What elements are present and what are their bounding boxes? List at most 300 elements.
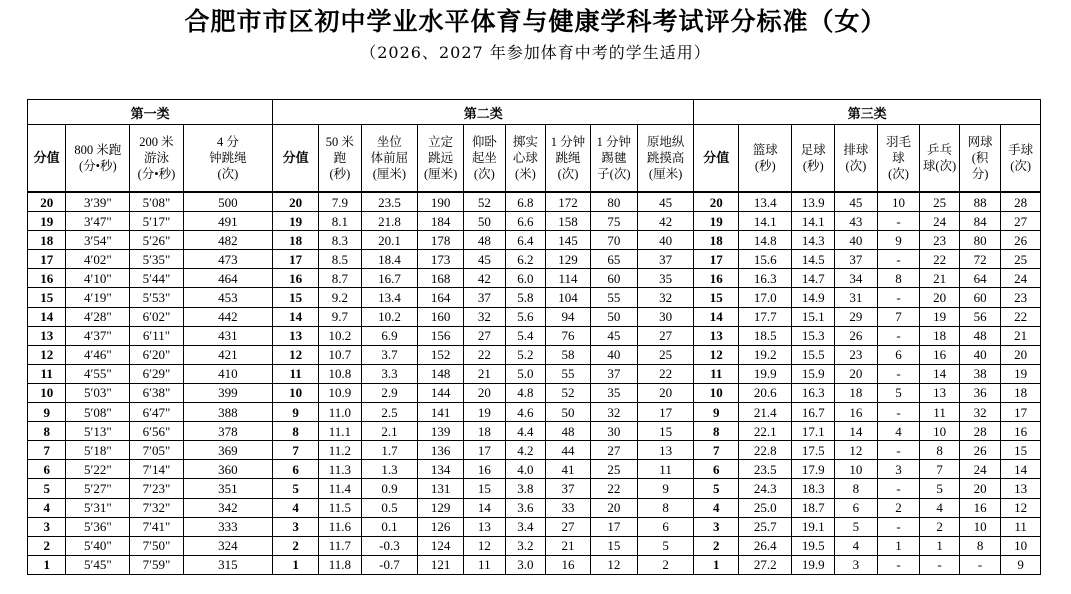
column-header: 羽毛 球 (次) — [877, 125, 920, 193]
score-cell: 5 — [28, 479, 66, 498]
table-cell: 15 — [464, 479, 506, 498]
table-cell: 25.7 — [739, 517, 792, 536]
table-cell: 16 — [464, 460, 506, 479]
table-cell: 1.3 — [361, 460, 418, 479]
score-cell: 3 — [28, 517, 66, 536]
table-row — [28, 460, 1041, 479]
column-header: 仰卧 起坐 (次) — [464, 125, 506, 193]
table-cell: 5.6 — [505, 307, 546, 326]
table-cell: 14 — [920, 364, 959, 383]
column-header: 1 分钟 踢毽 子(次) — [590, 125, 637, 193]
score-cell: 14 — [28, 307, 66, 326]
table-cell: 473 — [183, 250, 273, 269]
table-cell: 20 — [1001, 345, 1041, 364]
table-cell: 20.6 — [739, 383, 792, 402]
table-cell: 23 — [920, 231, 959, 250]
table-cell: 10 — [877, 192, 920, 212]
score-cell: 1 — [28, 555, 66, 574]
score-cell: 16 — [273, 269, 319, 288]
table-cell: 17 — [464, 441, 506, 460]
table-cell: 18 — [835, 383, 878, 402]
table-cell: 3′54" — [66, 231, 130, 250]
column-header: 200 米 游泳 (分•秒) — [130, 125, 183, 193]
table-cell: 453 — [183, 288, 273, 307]
table-cell: 42 — [464, 269, 506, 288]
table-cell: 11.2 — [319, 441, 362, 460]
table-cell: 2.1 — [361, 422, 418, 441]
table-cell: 84 — [959, 212, 1001, 231]
table-cell: 168 — [418, 269, 464, 288]
table-row — [28, 422, 1041, 441]
table-cell: 25.0 — [739, 498, 792, 517]
table-cell: 27 — [1001, 212, 1041, 231]
table-cell: 20 — [959, 479, 1001, 498]
table-cell: 45 — [637, 192, 694, 212]
table-cell: 50 — [464, 212, 506, 231]
table-cell: 21.8 — [361, 212, 418, 231]
table-cell: - — [877, 250, 920, 269]
score-cell: 6 — [694, 460, 739, 479]
table-cell: 22.8 — [739, 441, 792, 460]
table-cell: 43 — [835, 212, 878, 231]
table-row — [28, 364, 1041, 383]
column-header: 50 米 跑 (秒) — [319, 125, 362, 193]
table-cell: 34 — [835, 269, 878, 288]
table-cell: 134 — [418, 460, 464, 479]
table-cell: 24 — [959, 460, 1001, 479]
table-cell: 26.4 — [739, 536, 792, 555]
table-cell: 16 — [835, 403, 878, 422]
table-cell: 30 — [637, 307, 694, 326]
table-cell: 3 — [877, 460, 920, 479]
table-cell: 5′44" — [130, 269, 183, 288]
table-cell: 15.5 — [792, 345, 835, 364]
table-cell: 10.2 — [361, 307, 418, 326]
table-cell: 4.6 — [505, 403, 546, 422]
table-cell: 18.4 — [361, 250, 418, 269]
column-header-score: 分值 — [273, 125, 319, 193]
table-cell: 19 — [464, 403, 506, 422]
table-cell: 2.9 — [361, 383, 418, 402]
table-cell: 333 — [183, 517, 273, 536]
table-cell: 18 — [920, 326, 959, 345]
table-cell: 38 — [959, 364, 1001, 383]
column-header: 1 分钟 跳绳 (次) — [546, 125, 591, 193]
table-row — [28, 536, 1041, 555]
score-cell: 5 — [694, 479, 739, 498]
table-cell: 80 — [959, 231, 1001, 250]
table-cell: 158 — [546, 212, 591, 231]
table-cell: - — [920, 555, 959, 574]
score-cell: 12 — [28, 345, 66, 364]
table-cell: 6′02" — [130, 307, 183, 326]
score-cell: 6 — [28, 460, 66, 479]
score-cell: 13 — [28, 326, 66, 345]
table-cell: 145 — [546, 231, 591, 250]
table-cell: 35 — [637, 269, 694, 288]
table-cell: 5.0 — [505, 364, 546, 383]
score-cell: 8 — [273, 422, 319, 441]
table-cell: 10 — [959, 517, 1001, 536]
table-cell: - — [877, 212, 920, 231]
table-cell: 12 — [1001, 498, 1041, 517]
table-cell: - — [959, 555, 1001, 574]
column-header-score: 分值 — [694, 125, 739, 193]
table-cell: 10 — [835, 460, 878, 479]
table-cell: 27 — [464, 326, 506, 345]
table-cell: 28 — [959, 422, 1001, 441]
table-cell: 10.9 — [319, 383, 362, 402]
table-row — [28, 288, 1041, 307]
table-cell: 7′41" — [130, 517, 183, 536]
table-cell: 11.4 — [319, 479, 362, 498]
table-cell: 30 — [590, 422, 637, 441]
table-row — [28, 555, 1041, 574]
table-cell: 10.2 — [319, 326, 362, 345]
table-cell: 6′38" — [130, 383, 183, 402]
table-row — [28, 441, 1041, 460]
table-cell: 16 — [1001, 422, 1041, 441]
table-cell: 16 — [920, 345, 959, 364]
table-cell: 3.6 — [505, 498, 546, 517]
table-cell: 1.7 — [361, 441, 418, 460]
table-cell: 15.3 — [792, 326, 835, 345]
table-cell: 48 — [464, 231, 506, 250]
table-cell: 6′56" — [130, 422, 183, 441]
table-cell: 7′14" — [130, 460, 183, 479]
column-header: 立定 跳远 (厘米) — [418, 125, 464, 193]
score-cell: 11 — [273, 364, 319, 383]
table-cell: 129 — [418, 498, 464, 517]
score-cell: 20 — [28, 192, 66, 212]
table-cell: 32 — [590, 403, 637, 422]
score-cell: 18 — [694, 231, 739, 250]
table-cell: 26 — [959, 441, 1001, 460]
table-cell: 27 — [546, 517, 591, 536]
table-cell: 20 — [835, 364, 878, 383]
table-cell: 14.1 — [792, 212, 835, 231]
score-cell: 2 — [28, 536, 66, 555]
table-cell: 16 — [959, 498, 1001, 517]
table-cell: 13.9 — [792, 192, 835, 212]
table-cell: 10.8 — [319, 364, 362, 383]
table-cell: 3.0 — [505, 555, 546, 574]
score-cell: 10 — [28, 383, 66, 402]
table-cell: 70 — [590, 231, 637, 250]
table-cell: 5 — [637, 536, 694, 555]
table-cell: 65 — [590, 250, 637, 269]
table-cell: 45 — [464, 250, 506, 269]
score-cell: 16 — [28, 269, 66, 288]
table-cell: 500 — [183, 192, 273, 212]
table-cell: 4 — [877, 422, 920, 441]
score-cell: 17 — [694, 250, 739, 269]
table-row — [28, 326, 1041, 345]
table-cell: 0.5 — [361, 498, 418, 517]
table-cell: 48 — [959, 326, 1001, 345]
table-cell: 20 — [464, 383, 506, 402]
table-cell: 7′50" — [130, 536, 183, 555]
table-cell: 5′31" — [66, 498, 130, 517]
table-cell: 22 — [637, 364, 694, 383]
table-cell: 11 — [637, 460, 694, 479]
column-header: 掷实 心球 (米) — [505, 125, 546, 193]
table-row — [28, 498, 1041, 517]
table-cell: 5.2 — [505, 345, 546, 364]
table-cell: 2 — [877, 498, 920, 517]
table-cell: 124 — [418, 536, 464, 555]
column-header: 乒乓 球(次) — [920, 125, 959, 193]
scoring-table — [27, 99, 1041, 575]
table-cell: 7.9 — [319, 192, 362, 212]
table-cell: 5′22" — [66, 460, 130, 479]
table-cell: 8.7 — [319, 269, 362, 288]
table-cell: 50 — [546, 403, 591, 422]
score-cell: 20 — [694, 192, 739, 212]
table-cell: 399 — [183, 383, 273, 402]
table-cell: 421 — [183, 345, 273, 364]
table-cell: 20 — [637, 383, 694, 402]
table-cell: 5′45" — [66, 555, 130, 574]
table-cell: 13.4 — [361, 288, 418, 307]
table-cell: 23.5 — [739, 460, 792, 479]
table-cell: 7 — [877, 307, 920, 326]
table-cell: 6′47" — [130, 403, 183, 422]
score-cell: 16 — [694, 269, 739, 288]
table-row — [28, 192, 1041, 212]
table-cell: 360 — [183, 460, 273, 479]
table-cell: 5′17" — [130, 212, 183, 231]
table-cell: 491 — [183, 212, 273, 231]
table-cell: 8 — [959, 536, 1001, 555]
table-cell: 8 — [637, 498, 694, 517]
table-cell: 3′47" — [66, 212, 130, 231]
table-cell: 8 — [877, 269, 920, 288]
table-cell: 17.7 — [739, 307, 792, 326]
table-cell: 4′37" — [66, 326, 130, 345]
score-cell: 1 — [694, 555, 739, 574]
table-cell: 5′53" — [130, 288, 183, 307]
table-cell: 6.9 — [361, 326, 418, 345]
category-header: 第三类 — [694, 100, 1041, 125]
score-cell: 4 — [694, 498, 739, 517]
table-cell: - — [877, 555, 920, 574]
table-cell: 378 — [183, 422, 273, 441]
table-cell: - — [877, 403, 920, 422]
table-cell: -0.3 — [361, 536, 418, 555]
table-cell: 3.8 — [505, 479, 546, 498]
column-header: 800 米跑 (分•秒) — [66, 125, 130, 193]
table-cell: 9.7 — [319, 307, 362, 326]
table-row — [28, 517, 1041, 536]
column-header: 网球 (积 分) — [959, 125, 1001, 193]
table-cell: 26 — [835, 326, 878, 345]
score-cell: 20 — [273, 192, 319, 212]
table-cell: 12 — [464, 536, 506, 555]
table-cell: 172 — [546, 192, 591, 212]
table-cell: 5′13" — [66, 422, 130, 441]
table-cell: 5′27" — [66, 479, 130, 498]
table-cell: 21.4 — [739, 403, 792, 422]
table-cell: 11.7 — [319, 536, 362, 555]
table-cell: 4.8 — [505, 383, 546, 402]
score-cell: 17 — [28, 250, 66, 269]
table-cell: 7 — [920, 460, 959, 479]
table-cell: 9 — [1001, 555, 1041, 574]
table-cell: 14.3 — [792, 231, 835, 250]
table-cell: 18 — [464, 422, 506, 441]
table-cell: 25 — [590, 460, 637, 479]
table-cell: 126 — [418, 517, 464, 536]
table-cell: 32 — [637, 288, 694, 307]
table-cell: 21 — [464, 364, 506, 383]
score-cell: 3 — [694, 517, 739, 536]
table-cell: 11.5 — [319, 498, 362, 517]
table-cell: 4 — [920, 498, 959, 517]
table-cell: 94 — [546, 307, 591, 326]
table-cell: 17 — [590, 517, 637, 536]
table-cell: 4′55" — [66, 364, 130, 383]
table-row — [28, 307, 1041, 326]
table-cell: 18.7 — [792, 498, 835, 517]
table-cell: 26 — [1001, 231, 1041, 250]
score-cell: 14 — [273, 307, 319, 326]
table-cell: 14.8 — [739, 231, 792, 250]
table-cell: 24 — [1001, 269, 1041, 288]
table-cell: 3.3 — [361, 364, 418, 383]
score-cell: 11 — [28, 364, 66, 383]
table-cell: 5 — [877, 383, 920, 402]
table-cell: 10.7 — [319, 345, 362, 364]
table-cell: 351 — [183, 479, 273, 498]
table-cell: 12 — [590, 555, 637, 574]
table-row — [28, 231, 1041, 250]
table-cell: 9 — [637, 479, 694, 498]
table-cell: 10 — [1001, 536, 1041, 555]
table-cell: 8.3 — [319, 231, 362, 250]
table-cell: 16.3 — [792, 383, 835, 402]
table-cell: 40 — [590, 345, 637, 364]
table-cell: 17.0 — [739, 288, 792, 307]
score-cell: 4 — [28, 498, 66, 517]
table-cell: 20 — [920, 288, 959, 307]
table-cell: 3.2 — [505, 536, 546, 555]
score-cell: 6 — [273, 460, 319, 479]
table-cell: 1 — [877, 536, 920, 555]
table-cell: 19.9 — [792, 555, 835, 574]
table-cell: 17 — [1001, 403, 1041, 422]
table-cell: 4.4 — [505, 422, 546, 441]
table-cell: - — [877, 288, 920, 307]
category-header: 第二类 — [273, 100, 694, 125]
score-cell: 19 — [273, 212, 319, 231]
table-cell: 7′05" — [130, 441, 183, 460]
table-cell: 15.6 — [739, 250, 792, 269]
table-cell: 18.5 — [739, 326, 792, 345]
table-cell: 21 — [920, 269, 959, 288]
table-cell: 19.1 — [792, 517, 835, 536]
table-cell: 184 — [418, 212, 464, 231]
table-cell: 9.2 — [319, 288, 362, 307]
table-cell: 6.2 — [505, 250, 546, 269]
table-cell: 24 — [920, 212, 959, 231]
table-cell: 11 — [464, 555, 506, 574]
table-cell: 5.4 — [505, 326, 546, 345]
table-cell: 50 — [590, 307, 637, 326]
table-cell: 5′08" — [130, 192, 183, 212]
table-cell: 23.5 — [361, 192, 418, 212]
page-title: 合肥市市区初中学业水平体育与健康学科考试评分标准（女） — [184, 7, 887, 36]
score-cell: 18 — [273, 231, 319, 250]
table-cell: 156 — [418, 326, 464, 345]
table-cell: 7′23" — [130, 479, 183, 498]
table-cell: 178 — [418, 231, 464, 250]
table-cell: 36 — [959, 383, 1001, 402]
table-cell: 7′59" — [130, 555, 183, 574]
table-cell: 27 — [637, 326, 694, 345]
table-cell: 19 — [920, 307, 959, 326]
table-cell: - — [877, 479, 920, 498]
column-header: 排球 (次) — [835, 125, 878, 193]
table-cell: 9 — [877, 231, 920, 250]
table-cell: - — [877, 326, 920, 345]
table-cell: 19.9 — [739, 364, 792, 383]
table-row — [28, 479, 1041, 498]
table-cell: 37 — [637, 250, 694, 269]
table-cell: 23 — [835, 345, 878, 364]
table-cell: 2 — [637, 555, 694, 574]
table-cell: 5′40" — [66, 536, 130, 555]
table-cell: 3.4 — [505, 517, 546, 536]
table-cell: 6 — [637, 517, 694, 536]
table-cell: 22 — [920, 250, 959, 269]
table-cell: 52 — [546, 383, 591, 402]
page-subtitle: （2026、2027 年参加体育中考的学生适用） — [360, 43, 711, 62]
table-cell: 19 — [1001, 364, 1041, 383]
table-cell: 442 — [183, 307, 273, 326]
table-cell: 131 — [418, 479, 464, 498]
table-cell: 20.1 — [361, 231, 418, 250]
table-cell: 11.8 — [319, 555, 362, 574]
table-cell: 80 — [590, 192, 637, 212]
table-cell: 45 — [835, 192, 878, 212]
table-cell: - — [877, 441, 920, 460]
table-cell: 17.5 — [792, 441, 835, 460]
table-cell: 15 — [637, 422, 694, 441]
table-cell: 20 — [590, 498, 637, 517]
table-cell: 482 — [183, 231, 273, 250]
score-cell: 2 — [273, 536, 319, 555]
table-cell: 190 — [418, 192, 464, 212]
table-cell: 11.3 — [319, 460, 362, 479]
table-cell: 11 — [1001, 517, 1041, 536]
table-cell: 388 — [183, 403, 273, 422]
table-cell: 60 — [959, 288, 1001, 307]
table-cell: 5 — [835, 517, 878, 536]
table-cell: 6.8 — [505, 192, 546, 212]
table-cell: 141 — [418, 403, 464, 422]
table-cell: 22 — [590, 479, 637, 498]
table-cell: 13.4 — [739, 192, 792, 212]
table-cell: 76 — [546, 326, 591, 345]
table-cell: 11.1 — [319, 422, 362, 441]
table-cell: 15 — [1001, 441, 1041, 460]
table-cell: 25 — [920, 192, 959, 212]
table-cell: 13 — [637, 441, 694, 460]
table-cell: 324 — [183, 536, 273, 555]
table-cell: 6′29" — [130, 364, 183, 383]
score-cell: 1 — [273, 555, 319, 574]
